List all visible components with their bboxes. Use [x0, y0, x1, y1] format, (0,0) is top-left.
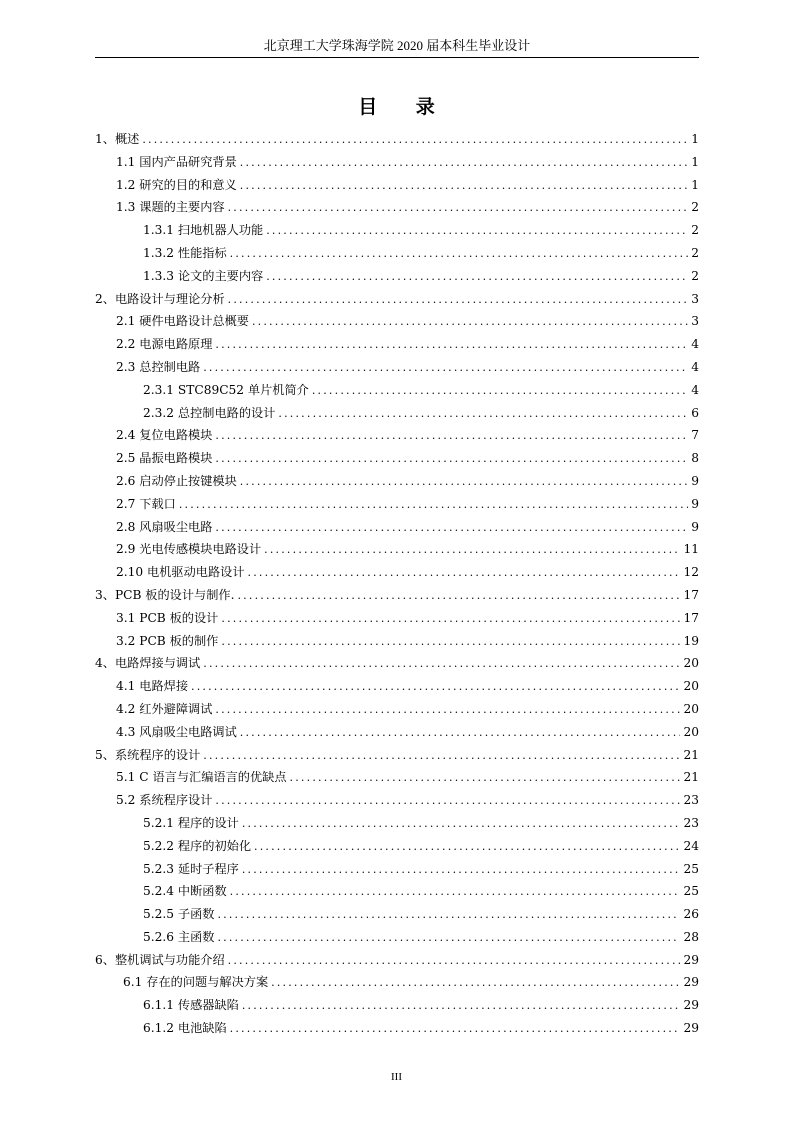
toc-leader-dots — [240, 152, 688, 174]
toc-entry-label: 2.2 电源电路原理 — [116, 337, 213, 352]
toc-entry-page: 23 — [683, 815, 699, 830]
toc-entry-page: 4 — [691, 382, 699, 397]
toc-entry-page: 6 — [691, 405, 699, 420]
toc-entry-label: 3、PCB 板的设计与制作. — [95, 587, 235, 602]
toc-entry-label: 5.2.4 中断函数 — [143, 884, 227, 899]
toc-entry[interactable] — [95, 1017, 699, 1040]
toc-entry[interactable] — [95, 858, 699, 881]
toc-entry[interactable] — [95, 698, 699, 721]
toc-entry-label: 3.2 PCB 板的制作 — [116, 633, 219, 648]
toc-entry[interactable] — [95, 470, 699, 493]
toc-leader-dots — [240, 471, 688, 493]
page-header: 北京理工大学珠海学院 2020 届本科生毕业设计 — [263, 38, 531, 53]
toc-entry-label: 4.2 红外避障调试 — [116, 701, 213, 716]
toc-entry-label: 5、系统程序的设计 — [95, 747, 201, 762]
toc-entry-label: 4、电路焊接与调试 — [95, 656, 201, 671]
toc-entry-label: 1.1 国内产品研究背景 — [116, 154, 237, 169]
toc-leader-dots — [230, 1018, 681, 1040]
toc-leader-dots — [179, 494, 688, 516]
toc-entry[interactable] — [95, 196, 699, 219]
toc-leader-dots — [271, 972, 680, 994]
toc-leader-dots — [215, 334, 688, 356]
toc-leader-dots — [266, 220, 688, 242]
toc-entry-page: 4 — [691, 359, 699, 374]
toc-entry[interactable] — [95, 219, 699, 242]
toc-leader-dots — [242, 813, 681, 835]
toc-leader-dots — [266, 266, 688, 288]
toc-leader-dots — [242, 859, 681, 881]
toc-entry-label: 2、电路设计与理论分析 — [95, 291, 225, 306]
toc-leader-dots — [228, 197, 688, 219]
toc-entry-page: 1 — [691, 154, 699, 169]
toc-leader-dots — [215, 699, 680, 721]
toc-entry[interactable] — [95, 835, 699, 858]
toc-entry-page: 21 — [683, 770, 699, 785]
toc-entry-page: 9 — [691, 496, 699, 511]
toc-entry-page: 3 — [691, 291, 699, 306]
toc-entry-page: 20 — [683, 656, 699, 671]
toc-leader-dots — [217, 927, 680, 949]
header-rule — [95, 57, 699, 58]
toc-entry-label: 5.2 系统程序设计 — [116, 793, 213, 808]
toc-entry-page: 24 — [683, 838, 699, 853]
toc-leader-dots — [248, 562, 681, 584]
toc-entry[interactable] — [95, 242, 699, 265]
toc-entry-page: 29 — [683, 952, 699, 967]
toc-entry-label: 4.1 电路焊接 — [116, 679, 189, 694]
toc-entry-label: 2.1 硬件电路设计总概要 — [116, 314, 249, 329]
toc-entry-page: 9 — [691, 473, 699, 488]
toc-entry-label: 2.6 启动停止按键模块 — [116, 473, 237, 488]
toc-entry-label: 5.2.6 主函数 — [143, 929, 215, 944]
toc-entry-page: 29 — [683, 998, 699, 1013]
toc-entry-label: 2.10 电机驱动电路设计 — [116, 565, 245, 580]
toc-entry[interactable] — [95, 744, 699, 767]
toc-entry[interactable] — [95, 880, 699, 903]
toc-leader-dots — [278, 403, 688, 425]
toc-entry-label: 1、概述 — [95, 132, 140, 146]
toc-entry-label: 2.3 总控制电路 — [116, 359, 201, 374]
toc-entry[interactable] — [95, 926, 699, 949]
toc-entry[interactable] — [95, 538, 699, 561]
toc-entry[interactable] — [95, 561, 699, 584]
toc-entry-page: 25 — [683, 884, 699, 899]
toc-entry-page: 17 — [683, 587, 699, 602]
toc-leader-dots — [215, 517, 688, 539]
toc-entry[interactable] — [95, 424, 699, 447]
toc-entry-page: 29 — [683, 1021, 699, 1036]
toc-leader-dots — [240, 722, 681, 744]
toc-entry-label: 5.1 C 语言与汇编语言的优缺点 — [116, 770, 287, 785]
toc-entry[interactable] — [95, 265, 699, 288]
toc-entry-page: 8 — [691, 451, 699, 466]
toc-entry-label: 3.1 PCB 板的设计 — [116, 610, 219, 625]
toc-entry-page: 1 — [691, 132, 699, 146]
toc-leader-dots — [215, 448, 688, 470]
toc-entry-label: 1.2 研究的目的和意义 — [116, 177, 237, 192]
toc-entry[interactable] — [95, 356, 699, 379]
toc-leader-dots — [242, 995, 681, 1017]
toc-entry-page: 3 — [691, 314, 699, 329]
toc-leader-dots — [217, 904, 680, 926]
toc-entry-page: 2 — [691, 223, 699, 238]
toc-entry[interactable] — [95, 789, 699, 812]
toc-entry[interactable] — [95, 675, 699, 698]
toc-entry-page: 19 — [683, 633, 699, 648]
toc-entry[interactable] — [95, 584, 699, 607]
toc-entry-page: 20 — [683, 679, 699, 694]
toc-entry-label: 2.8 风扇吸尘电路 — [116, 519, 213, 534]
toc-entry-page: 29 — [683, 975, 699, 990]
toc-entry-label: 6.1.2 电池缺陷 — [143, 1021, 227, 1036]
toc-entry[interactable] — [95, 903, 699, 926]
toc-entry-label: 5.2.2 程序的初始化 — [143, 838, 252, 853]
toc-title: 目 录 — [358, 96, 451, 118]
toc-leader-dots — [264, 539, 680, 561]
toc-entry-page: 21 — [683, 747, 699, 762]
toc-leader-dots — [230, 881, 681, 903]
toc-entry[interactable] — [95, 128, 699, 151]
toc-leader-dots — [203, 745, 680, 767]
toc-leader-dots — [228, 950, 681, 972]
toc-entry-label: 6.1.1 传感器缺陷 — [143, 998, 239, 1013]
toc-entry[interactable] — [95, 516, 699, 539]
toc-entry[interactable] — [95, 971, 699, 994]
table-of-contents — [95, 128, 699, 1040]
toc-leader-dots — [230, 243, 688, 265]
toc-entry-page: 4 — [691, 337, 699, 352]
toc-entry[interactable] — [95, 447, 699, 470]
toc-leader-dots — [252, 311, 688, 333]
toc-entry[interactable] — [95, 630, 699, 653]
toc-entry-page: 17 — [683, 610, 699, 625]
toc-entry-label: 5.2.5 子函数 — [143, 907, 215, 922]
toc-entry-page: 11 — [683, 542, 699, 557]
toc-entry-page: 2 — [691, 268, 699, 283]
toc-entry[interactable] — [95, 766, 699, 789]
toc-leader-dots — [191, 676, 680, 698]
toc-entry-label: 6.1 存在的问题与解决方案 — [123, 975, 269, 990]
toc-leader-dots — [203, 357, 688, 379]
toc-entry-label: 2.3.1 STC89C52 单片机简介 — [143, 382, 309, 397]
toc-entry-label: 1.3 课题的主要内容 — [116, 200, 225, 215]
toc-entry-label: 1.3.1 扫地机器人功能 — [143, 223, 264, 238]
toc-entry-label: 5.2.1 程序的设计 — [143, 815, 239, 830]
toc-leader-dots — [142, 129, 688, 151]
toc-entry-page: 20 — [683, 724, 699, 739]
toc-entry[interactable] — [95, 333, 699, 356]
toc-leader-dots — [215, 425, 688, 447]
toc-leader-dots — [237, 585, 680, 607]
toc-entry-page: 26 — [683, 907, 699, 922]
toc-entry[interactable] — [95, 288, 699, 311]
toc-entry-label: 6、整机调试与功能介绍 — [95, 952, 225, 967]
toc-leader-dots — [221, 631, 680, 653]
toc-entry-page: 28 — [683, 929, 699, 944]
toc-entry-page: 12 — [683, 565, 699, 580]
toc-entry-page: 1 — [691, 177, 699, 192]
toc-entry[interactable] — [95, 652, 699, 675]
toc-entry-page: 20 — [683, 701, 699, 716]
toc-entry[interactable] — [95, 174, 699, 197]
toc-leader-dots — [240, 175, 688, 197]
toc-entry-label: 2.4 复位电路模块 — [116, 428, 213, 443]
page-number: III — [391, 1071, 402, 1083]
toc-leader-dots — [215, 790, 680, 812]
toc-entry[interactable] — [95, 721, 699, 744]
toc-entry-page: 23 — [683, 793, 699, 808]
toc-entry-label: 2.9 光电传感模块电路设计 — [116, 542, 262, 557]
toc-entry-page: 2 — [691, 200, 699, 215]
toc-entry[interactable] — [95, 812, 699, 835]
toc-leader-dots — [203, 653, 680, 675]
toc-entry-label: 5.2.3 延时子程序 — [143, 861, 239, 876]
toc-entry[interactable] — [95, 379, 699, 402]
toc-entry[interactable] — [95, 994, 699, 1017]
toc-entry[interactable] — [95, 402, 699, 425]
toc-entry-label: 2.5 晶振电路模块 — [116, 451, 213, 466]
toc-leader-dots — [254, 836, 680, 858]
toc-leader-dots — [290, 767, 681, 789]
toc-entry-label: 1.3.3 论文的主要内容 — [143, 268, 264, 283]
toc-entry[interactable] — [95, 310, 699, 333]
toc-leader-dots — [221, 608, 680, 630]
toc-entry-label: 2.7 下载口 — [116, 496, 176, 511]
toc-leader-dots — [312, 380, 688, 402]
toc-entry-label: 1.3.2 性能指标 — [143, 245, 227, 260]
toc-entry-page: 25 — [683, 861, 699, 876]
toc-entry[interactable] — [95, 607, 699, 630]
toc-entry[interactable] — [95, 949, 699, 972]
toc-entry-page: 7 — [691, 428, 699, 443]
toc-entry-page: 2 — [691, 245, 699, 260]
toc-leader-dots — [228, 289, 688, 311]
toc-entry-page: 9 — [691, 519, 699, 534]
toc-entry[interactable] — [95, 493, 699, 516]
toc-entry-label: 2.3.2 总控制电路的设计 — [143, 405, 276, 420]
toc-entry-label: 4.3 风扇吸尘电路调试 — [116, 724, 237, 739]
toc-entry[interactable] — [95, 151, 699, 174]
